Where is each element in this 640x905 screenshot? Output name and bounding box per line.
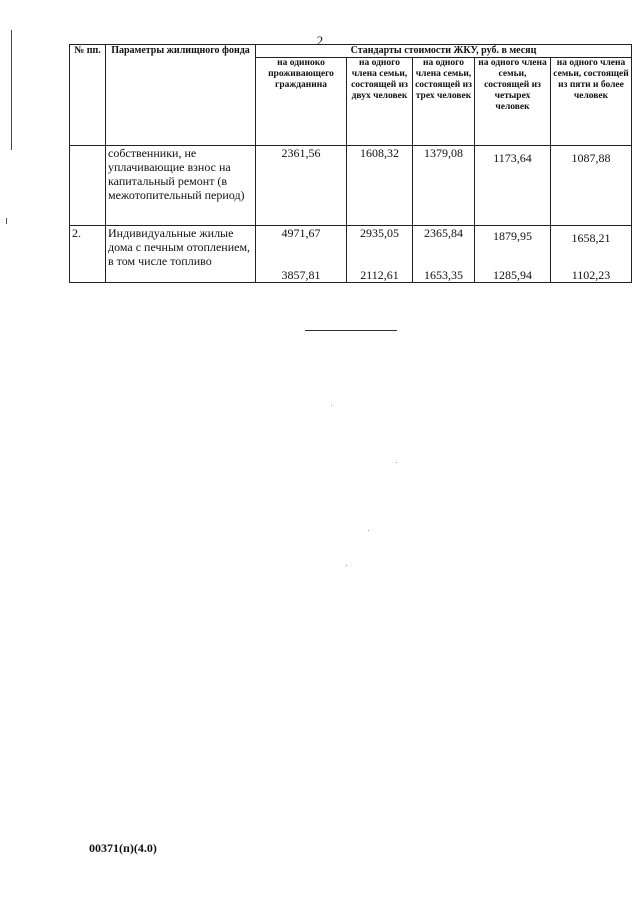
value-fuel: 1285,94 (493, 268, 532, 282)
value-cell: 1379,08 (413, 146, 475, 226)
column-header-params: Параметры жилищного фонда (106, 45, 256, 146)
value-total: 1658,21 (571, 231, 611, 245)
value-fuel: 1653,35 (424, 268, 463, 282)
scan-speck (396, 462, 397, 463)
value-fuel: 2112,61 (360, 268, 399, 282)
value-total: 2935,05 (360, 226, 399, 240)
row-param-line1: Индивидуальные жилые дома с печным отоплением, (108, 226, 251, 254)
value-cell (475, 226, 551, 283)
separator-line (305, 330, 397, 331)
scan-speck (368, 530, 369, 531)
housing-cost-standards-table (69, 44, 632, 283)
value-cell: 1087,88 (551, 146, 632, 226)
value-cell (256, 226, 347, 283)
row-number: 2. (70, 226, 106, 283)
table-row (70, 226, 632, 283)
row-number (70, 146, 106, 226)
value-cell: 1173,64 (475, 146, 551, 226)
value-total: 1879,95 (493, 229, 532, 243)
subheader-single: на одиноко проживающего гражданина (256, 58, 347, 146)
subheader-four-person: на одного члена семьи, состоящей из четырех человек (475, 58, 551, 146)
column-header-number: № пп. (70, 45, 106, 146)
value-fuel: 3857,81 (281, 268, 321, 282)
row-param: собственники, не уплачивающие взнос на капитальный ремонт (в межотопительный период) (106, 146, 256, 226)
value-cell (551, 226, 632, 283)
value-total: 4971,67 (281, 226, 321, 240)
table-header-row (70, 45, 632, 58)
scan-speck (346, 565, 347, 566)
subheader-five-plus-person: на одного члена семьи, состоящей из пяти и более человек (551, 58, 632, 146)
value-cell: 1608,32 (347, 146, 413, 226)
page-number: 2 (316, 33, 324, 48)
column-header-standards: Стандарты стоимости ЖКУ, руб. в месяц (256, 45, 632, 58)
value-fuel: 1102,23 (571, 268, 611, 282)
row-param (106, 226, 256, 283)
margin-mark (6, 218, 7, 224)
table-row (70, 146, 632, 226)
subheader-three-person: на одного члена семьи, состоящей из трех человек (413, 58, 475, 146)
document-code: 00371(п)(4.0) (89, 841, 157, 855)
subheader-two-person: на одного члена семьи, состоящей из двух человек (347, 58, 413, 146)
value-cell (413, 226, 475, 283)
value-cell (347, 226, 413, 283)
value-total: 2365,84 (424, 226, 463, 240)
row-param-line2: в том числе топливо (108, 254, 212, 268)
value-cell: 2361,56 (256, 146, 347, 226)
scan-speck (331, 405, 332, 406)
